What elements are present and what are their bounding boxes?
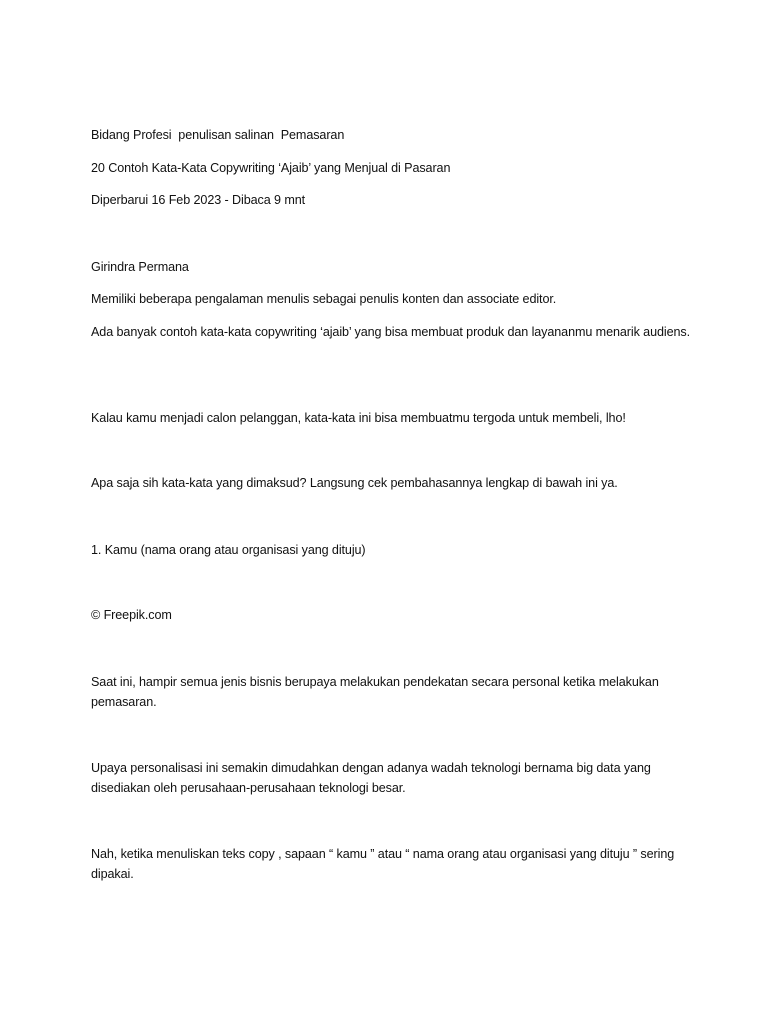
author-name: Girindra Permana <box>91 260 189 274</box>
category-line: Bidang Profesi penulisan salinan Pemasaran <box>91 128 345 142</box>
updated-date-line: Diperbarui 16 Feb 2023 - Dibaca 9 mnt <box>91 193 306 207</box>
paragraph-customer: Kalau kamu menjadi calon pelanggan, kata-kata ini bisa membuatmu tergoda untuk membeli, lho! <box>91 411 626 425</box>
author-bio: Memiliki beberapa pengalaman menulis sebagai penulis konten dan associate editor. <box>91 292 557 306</box>
section-heading-1: 1. Kamu (nama orang atau organisasi yang dituju) <box>91 543 366 557</box>
article-title: 20 Contoh Kata-Kata Copywriting ‘Ajaib’ yang Menjual di Pasaran <box>91 161 451 175</box>
paragraph-big-data: Upaya personalisasi ini semakin dimudahkan dengan adanya wadah teknologi bernama big data yang disediakan oleh perusahaan-perusahaan teknologi besar. <box>91 761 655 795</box>
paragraph-question: Apa saja sih kata-kata yang dimaksud? Langsung cek pembahasannya lengkap di bawah ini ya. <box>91 476 618 490</box>
image-credit: © Freepik.com <box>91 608 172 622</box>
paragraph-personal-approach: Saat ini, hampir semua jenis bisnis berupaya melakukan pendekatan secara personal ketika melakukan pemasaran. <box>91 675 663 709</box>
paragraph-greeting: Nah, ketika menuliskan teks copy , sapaan “ kamu ” atau “ nama orang atau organisasi yang dituju ” sering dipakai. <box>91 847 678 881</box>
intro-paragraph: Ada banyak contoh kata-kata copywriting ‘ajaib’ yang bisa membuat produk dan layananmu menarik audiens. <box>91 325 690 339</box>
